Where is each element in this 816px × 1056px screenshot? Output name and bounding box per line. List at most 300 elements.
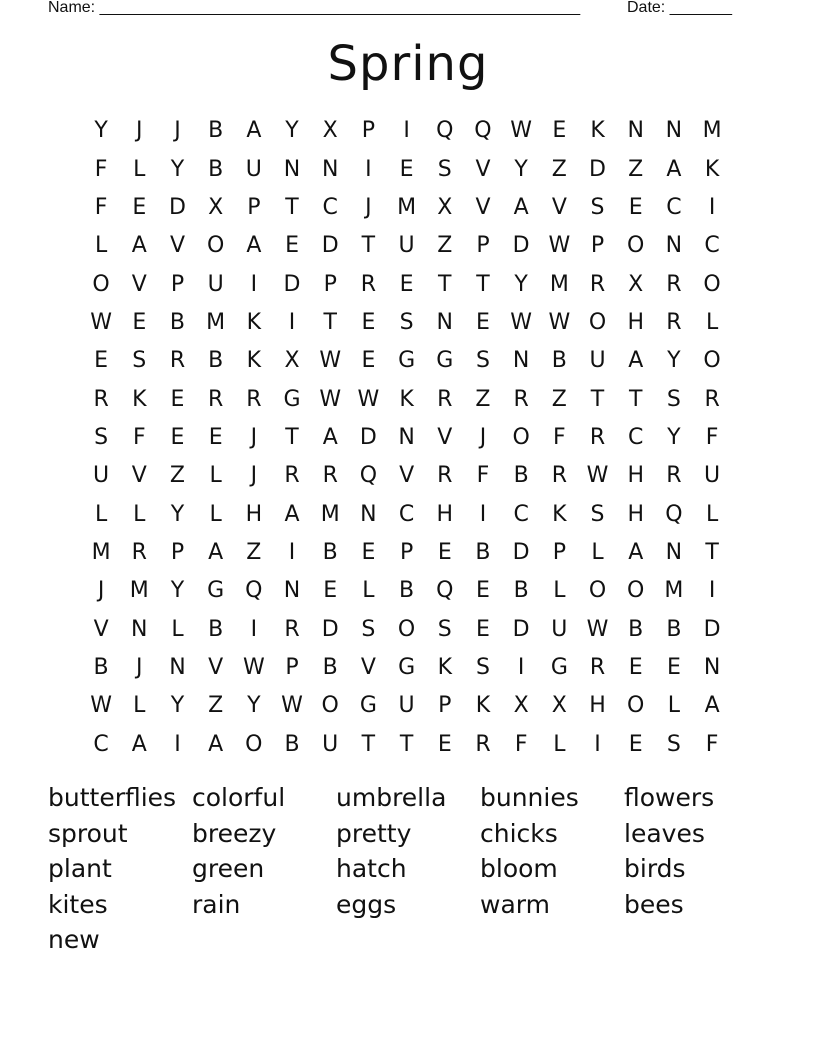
grid-letter: I bbox=[250, 616, 258, 642]
grid-letter: S bbox=[399, 309, 414, 335]
grid-letter: U bbox=[398, 233, 415, 259]
grid-letter: R bbox=[93, 386, 109, 412]
grid-letter: D bbox=[512, 539, 530, 565]
grid-letter: Y bbox=[285, 118, 299, 144]
grid-letter: E bbox=[628, 731, 643, 757]
grid-letter: C bbox=[666, 194, 682, 220]
grid-letter: L bbox=[705, 501, 719, 527]
grid-row bbox=[82, 189, 732, 227]
grid-letter: P bbox=[170, 271, 185, 297]
page-title: Spring bbox=[327, 36, 489, 92]
grid-letter: M bbox=[549, 271, 569, 297]
grid-letter: W bbox=[586, 616, 609, 642]
grid-letter: E bbox=[437, 731, 452, 757]
grid-letter: V bbox=[131, 463, 147, 489]
grid-letter: J bbox=[479, 424, 487, 450]
grid-letter: B bbox=[513, 578, 529, 604]
grid-letter: M bbox=[320, 501, 340, 527]
grid-letter: Y bbox=[170, 693, 185, 719]
grid-letter: F bbox=[705, 731, 719, 757]
grid-letter: V bbox=[551, 194, 567, 220]
grid-letter: U bbox=[398, 693, 415, 719]
grid-letter: K bbox=[246, 309, 262, 335]
word-bank-item: colorful bbox=[192, 783, 286, 812]
date-field-label: Date: _______ bbox=[627, 0, 732, 16]
grid-letter: E bbox=[208, 424, 223, 450]
grid-letter: B bbox=[399, 578, 415, 604]
grid-letter: G bbox=[398, 654, 416, 680]
word-bank-item: sprout bbox=[48, 818, 128, 848]
grid-letter: B bbox=[208, 156, 224, 182]
grid-letter: V bbox=[399, 463, 415, 489]
grid-letter: K bbox=[132, 386, 147, 412]
grid-letter: Z bbox=[475, 386, 491, 412]
grid-letter: I bbox=[708, 578, 716, 604]
grid-letter: E bbox=[399, 156, 414, 182]
grid-letter: I bbox=[365, 156, 372, 182]
grid-letter: W bbox=[548, 233, 571, 259]
grid-letter: B bbox=[475, 539, 491, 565]
grid-letter: C bbox=[322, 194, 338, 220]
grid-letter: U bbox=[704, 463, 721, 489]
grid-letter: S bbox=[361, 616, 376, 642]
grid-letter: N bbox=[436, 309, 454, 335]
grid-letter: Z bbox=[437, 233, 453, 259]
grid-letter: D bbox=[589, 156, 606, 182]
word-bank-item: bloom bbox=[480, 854, 558, 883]
grid-letter: H bbox=[245, 501, 263, 527]
grid-letter: R bbox=[284, 463, 300, 489]
grid-row bbox=[82, 380, 732, 418]
grid-letter: X bbox=[208, 194, 224, 220]
grid-letter: C bbox=[628, 424, 644, 450]
grid-letter: R bbox=[589, 424, 606, 450]
grid-row bbox=[82, 572, 732, 610]
grid-letter: O bbox=[588, 309, 607, 335]
grid-letter: I bbox=[708, 194, 716, 220]
name-field-label: Name: ______________________________________________________ bbox=[48, 0, 581, 16]
grid-letter: U bbox=[322, 731, 339, 757]
grid-letter: E bbox=[628, 654, 643, 680]
grid-letter: R bbox=[475, 731, 491, 757]
grid-letter: E bbox=[399, 271, 414, 297]
grid-letter: N bbox=[131, 616, 148, 642]
grid-letter: W bbox=[510, 309, 533, 335]
grid-letter: P bbox=[438, 693, 452, 719]
word-bank-item: leaves bbox=[624, 818, 705, 848]
grid-letter: V bbox=[93, 616, 109, 642]
grid-letter: N bbox=[283, 578, 301, 604]
word-bank-item: pretty bbox=[336, 818, 412, 848]
grid-letter: P bbox=[323, 271, 337, 297]
grid-letter: D bbox=[283, 271, 301, 297]
grid-letter: K bbox=[437, 654, 452, 680]
grid-letter: Y bbox=[170, 578, 185, 604]
grid-letter: D bbox=[321, 616, 339, 642]
grid-row bbox=[82, 687, 732, 725]
grid-letter: F bbox=[94, 156, 108, 182]
grid-letter: S bbox=[590, 194, 605, 220]
grid-letter: G bbox=[550, 654, 568, 680]
grid-letter: K bbox=[552, 501, 567, 527]
grid-letter: U bbox=[207, 271, 224, 297]
grid-letter: T bbox=[323, 309, 337, 335]
grid-row bbox=[82, 649, 732, 687]
grid-letter: O bbox=[703, 271, 721, 297]
grid-letter: I bbox=[479, 501, 487, 527]
grid-letter: Z bbox=[551, 156, 567, 182]
grid-letter: E bbox=[437, 539, 452, 565]
grid-letter: Y bbox=[170, 156, 185, 182]
grid-letter: I bbox=[250, 271, 258, 297]
grid-letter: M bbox=[397, 194, 417, 220]
grid-letter: O bbox=[92, 271, 110, 297]
grid-letter: R bbox=[131, 539, 147, 565]
word-bank-item: bunnies bbox=[480, 783, 579, 812]
grid-letter: E bbox=[132, 309, 147, 335]
word-bank-item: green bbox=[192, 854, 265, 883]
grid-letter: T bbox=[705, 539, 719, 565]
grid-letter: Y bbox=[514, 271, 528, 297]
grid-letter: E bbox=[552, 118, 567, 144]
grid-letter: D bbox=[359, 424, 377, 450]
grid-letter: H bbox=[589, 693, 606, 719]
grid-letter: L bbox=[553, 731, 566, 757]
grid-letter: A bbox=[284, 501, 300, 527]
grid-letter: Z bbox=[169, 463, 185, 489]
grid-letter: G bbox=[283, 386, 301, 412]
word-bank-item: plant bbox=[48, 854, 112, 883]
grid-row bbox=[82, 495, 732, 533]
grid-letter: A bbox=[208, 539, 224, 565]
grid-letter: L bbox=[591, 539, 604, 565]
grid-letter: X bbox=[551, 693, 567, 719]
grid-letter: P bbox=[590, 233, 605, 259]
grid-letter: N bbox=[627, 118, 644, 144]
grid-letter: B bbox=[628, 616, 644, 642]
word-bank-item: bees bbox=[624, 889, 684, 919]
grid-letter: V bbox=[131, 271, 147, 297]
grid-letter: K bbox=[246, 348, 262, 374]
grid-letter: X bbox=[284, 348, 300, 374]
grid-letter: W bbox=[90, 693, 112, 719]
grid-letter: Y bbox=[94, 118, 108, 144]
grid-letter: W bbox=[357, 386, 380, 412]
grid-letter: L bbox=[133, 693, 146, 719]
grid-letter: M bbox=[702, 118, 722, 144]
grid-letter: N bbox=[360, 501, 377, 527]
grid-letter: F bbox=[553, 424, 566, 450]
grid-letter: C bbox=[513, 501, 529, 527]
grid-letter: N bbox=[321, 156, 339, 182]
grid-letter: W bbox=[319, 386, 342, 412]
grid-letter: B bbox=[551, 348, 567, 374]
grid-letter: R bbox=[322, 463, 338, 489]
grid-letter: B bbox=[93, 654, 109, 680]
grid-row bbox=[82, 610, 732, 648]
grid-letter: S bbox=[475, 654, 490, 680]
grid-letter: Y bbox=[514, 156, 528, 182]
grid-letter: K bbox=[704, 156, 720, 182]
grid-letter: S bbox=[666, 386, 681, 412]
grid-letter: Y bbox=[247, 693, 261, 719]
grid-letter: T bbox=[361, 233, 376, 259]
grid-letter: O bbox=[627, 578, 645, 604]
grid-letter: U bbox=[551, 616, 568, 642]
grid-letter: I bbox=[517, 654, 525, 680]
grid-letter: H bbox=[436, 501, 454, 527]
grid-letter: U bbox=[245, 156, 262, 182]
grid-letter: V bbox=[475, 156, 491, 182]
grid-letter: Q bbox=[436, 578, 454, 604]
grid-letter: T bbox=[438, 271, 452, 297]
grid-letter: R bbox=[169, 348, 186, 374]
word-bank-item: hatch bbox=[336, 854, 407, 883]
grid-letter: S bbox=[94, 424, 109, 450]
grid-letter: P bbox=[552, 539, 566, 565]
grid-letter: X bbox=[628, 271, 644, 297]
grid-letter: L bbox=[705, 309, 719, 335]
grid-letter: R bbox=[208, 386, 224, 412]
grid-letter: V bbox=[437, 424, 453, 450]
grid-letter: N bbox=[665, 118, 683, 144]
grid-letter: S bbox=[590, 501, 605, 527]
grid-letter: B bbox=[666, 616, 682, 642]
grid-letter: E bbox=[285, 233, 299, 259]
grid-letter: S bbox=[132, 348, 147, 374]
grid-letter: U bbox=[589, 348, 606, 374]
grid-letter: N bbox=[665, 233, 683, 259]
grid-letter: B bbox=[322, 654, 338, 680]
word-bank-item: warm bbox=[480, 889, 550, 919]
word-bank-item: umbrella bbox=[336, 783, 447, 812]
word-bank-item: new bbox=[48, 925, 100, 954]
grid-letter: V bbox=[360, 654, 376, 680]
grid-letter: E bbox=[361, 539, 376, 565]
grid-letter: T bbox=[285, 424, 299, 450]
grid-letter: S bbox=[666, 731, 681, 757]
grid-letter: D bbox=[512, 233, 530, 259]
grid-letter: C bbox=[398, 501, 415, 527]
word-bank-item: birds bbox=[624, 854, 686, 883]
grid-letter: V bbox=[475, 194, 491, 220]
grid-letter: A bbox=[131, 233, 147, 259]
word-bank-item: butterflies bbox=[48, 783, 177, 812]
grid-letter: E bbox=[323, 578, 338, 604]
grid-letter: Z bbox=[208, 693, 224, 719]
grid-letter: L bbox=[362, 578, 375, 604]
word-bank-item: eggs bbox=[336, 889, 397, 919]
grid-letter: O bbox=[512, 424, 530, 450]
grid-letter: O bbox=[206, 233, 225, 259]
grid-letter: A bbox=[628, 348, 644, 374]
grid-letter: W bbox=[510, 118, 533, 144]
grid-letter: X bbox=[322, 118, 338, 144]
grid-row bbox=[82, 150, 732, 188]
grid-row bbox=[82, 227, 732, 265]
grid-letter: F bbox=[476, 463, 490, 489]
grid-letter: P bbox=[170, 539, 185, 565]
grid-letter: E bbox=[628, 194, 643, 220]
grid-letter: Q bbox=[436, 118, 454, 144]
grid-letter: J bbox=[136, 118, 143, 144]
grid-letter: T bbox=[590, 386, 605, 412]
grid-letter: R bbox=[437, 386, 453, 412]
grid-letter: L bbox=[133, 156, 146, 182]
grid-letter: R bbox=[666, 309, 682, 335]
grid-letter: L bbox=[94, 233, 108, 259]
grid-letter: S bbox=[437, 616, 452, 642]
grid-letter: W bbox=[319, 348, 342, 374]
word-bank-item: flowers bbox=[624, 783, 715, 812]
grid-letter: B bbox=[513, 463, 529, 489]
word-bank bbox=[48, 780, 788, 958]
grid-letter: J bbox=[365, 194, 372, 220]
grid-letter: D bbox=[321, 233, 339, 259]
grid-letter: E bbox=[170, 424, 185, 450]
grid-letter: U bbox=[93, 463, 110, 489]
word-search-grid bbox=[82, 112, 732, 764]
grid-letter: F bbox=[94, 194, 108, 220]
word-bank-item: rain bbox=[192, 889, 241, 919]
grid-letter: W bbox=[90, 309, 112, 335]
grid-letter: E bbox=[94, 348, 109, 374]
grid-letter: A bbox=[513, 194, 529, 220]
grid-letter: T bbox=[361, 731, 376, 757]
grid-letter: D bbox=[703, 616, 721, 642]
grid-letter: N bbox=[169, 654, 186, 680]
grid-letter: B bbox=[208, 118, 224, 144]
grid-letter: R bbox=[666, 271, 682, 297]
grid-letter: I bbox=[403, 118, 410, 144]
grid-letter: J bbox=[174, 118, 181, 144]
grid-letter: A bbox=[131, 731, 147, 757]
grid-letter: G bbox=[436, 348, 454, 374]
grid-letter: X bbox=[513, 693, 529, 719]
grid-letter: S bbox=[475, 348, 490, 374]
grid-letter: Z bbox=[628, 156, 644, 182]
word-bank-item: chicks bbox=[480, 818, 558, 848]
grid-letter: N bbox=[512, 348, 530, 374]
grid-letter: O bbox=[321, 693, 339, 719]
grid-letter: W bbox=[586, 463, 609, 489]
grid-letter: J bbox=[136, 654, 143, 680]
grid-letter: E bbox=[361, 348, 376, 374]
grid-letter: H bbox=[627, 501, 644, 527]
grid-letter: I bbox=[288, 539, 296, 565]
grid-letter: R bbox=[437, 463, 453, 489]
grid-letter: E bbox=[361, 309, 376, 335]
grid-letter: F bbox=[705, 424, 719, 450]
grid-letter: A bbox=[208, 731, 224, 757]
grid-row bbox=[82, 726, 732, 764]
grid-letter: I bbox=[288, 309, 296, 335]
grid-letter: R bbox=[284, 616, 300, 642]
grid-letter: L bbox=[209, 463, 222, 489]
grid-letter: Y bbox=[667, 348, 681, 374]
grid-letter: T bbox=[399, 731, 414, 757]
word-bank-item: breezy bbox=[192, 818, 277, 848]
grid-letter: F bbox=[132, 424, 146, 450]
grid-letter: Z bbox=[246, 539, 262, 565]
grid-letter: H bbox=[627, 463, 644, 489]
grid-letter: N bbox=[283, 156, 301, 182]
grid-letter: M bbox=[206, 309, 226, 335]
grid-letter: H bbox=[627, 309, 644, 335]
grid-letter: T bbox=[628, 386, 643, 412]
grid-letter: V bbox=[169, 233, 185, 259]
grid-letter: C bbox=[93, 731, 109, 757]
grid-row bbox=[82, 457, 732, 495]
grid-letter: P bbox=[247, 194, 261, 220]
grid-letter: S bbox=[437, 156, 452, 182]
grid-letter: O bbox=[245, 731, 263, 757]
grid-letter: E bbox=[476, 578, 490, 604]
grid-letter: W bbox=[281, 693, 303, 719]
grid-letter: M bbox=[129, 578, 149, 604]
grid-letter: A bbox=[628, 539, 644, 565]
grid-letter: K bbox=[399, 386, 414, 412]
grid-letter: J bbox=[97, 578, 105, 604]
grid-letter: A bbox=[666, 156, 682, 182]
grid-letter: N bbox=[703, 654, 721, 680]
grid-letter: B bbox=[169, 309, 186, 335]
grid-letter: L bbox=[209, 501, 222, 527]
grid-letter: X bbox=[437, 194, 453, 220]
grid-letter: E bbox=[132, 194, 147, 220]
grid-row bbox=[82, 419, 732, 457]
grid-letter: N bbox=[665, 539, 683, 565]
grid-letter: R bbox=[513, 386, 529, 412]
grid-letter: E bbox=[476, 309, 490, 335]
grid-letter: K bbox=[475, 693, 491, 719]
grid-letter: O bbox=[627, 693, 645, 719]
grid-letter: E bbox=[476, 616, 490, 642]
grid-row bbox=[82, 265, 732, 303]
grid-letter: L bbox=[94, 501, 108, 527]
grid-letter: P bbox=[361, 118, 376, 144]
grid-letter: I bbox=[174, 731, 181, 757]
grid-letter: Q bbox=[359, 463, 378, 489]
grid-letter: W bbox=[242, 654, 265, 680]
grid-row bbox=[82, 534, 732, 572]
grid-letter: T bbox=[476, 271, 490, 297]
grid-row bbox=[82, 342, 732, 380]
grid-letter: E bbox=[666, 654, 681, 680]
grid-letter: Q bbox=[665, 501, 683, 527]
grid-letter: G bbox=[359, 693, 377, 719]
word-bank-item: kites bbox=[48, 889, 108, 919]
grid-letter: O bbox=[397, 616, 416, 642]
grid-letter: B bbox=[208, 616, 224, 642]
grid-letter: O bbox=[703, 348, 721, 374]
grid-row bbox=[82, 112, 732, 150]
grid-letter: G bbox=[207, 578, 225, 604]
grid-letter: J bbox=[250, 424, 258, 450]
grid-letter: O bbox=[627, 233, 645, 259]
grid-letter: D bbox=[168, 194, 186, 220]
grid-letter: I bbox=[594, 731, 601, 757]
grid-row bbox=[82, 304, 732, 342]
grid-letter: K bbox=[590, 118, 605, 144]
grid-letter: E bbox=[170, 386, 185, 412]
grid-letter: G bbox=[398, 348, 416, 374]
grid-letter: P bbox=[399, 539, 414, 565]
grid-letter: N bbox=[398, 424, 415, 450]
grid-letter: Q bbox=[474, 118, 492, 144]
grid-letter: P bbox=[476, 233, 490, 259]
grid-letter: R bbox=[360, 271, 377, 297]
